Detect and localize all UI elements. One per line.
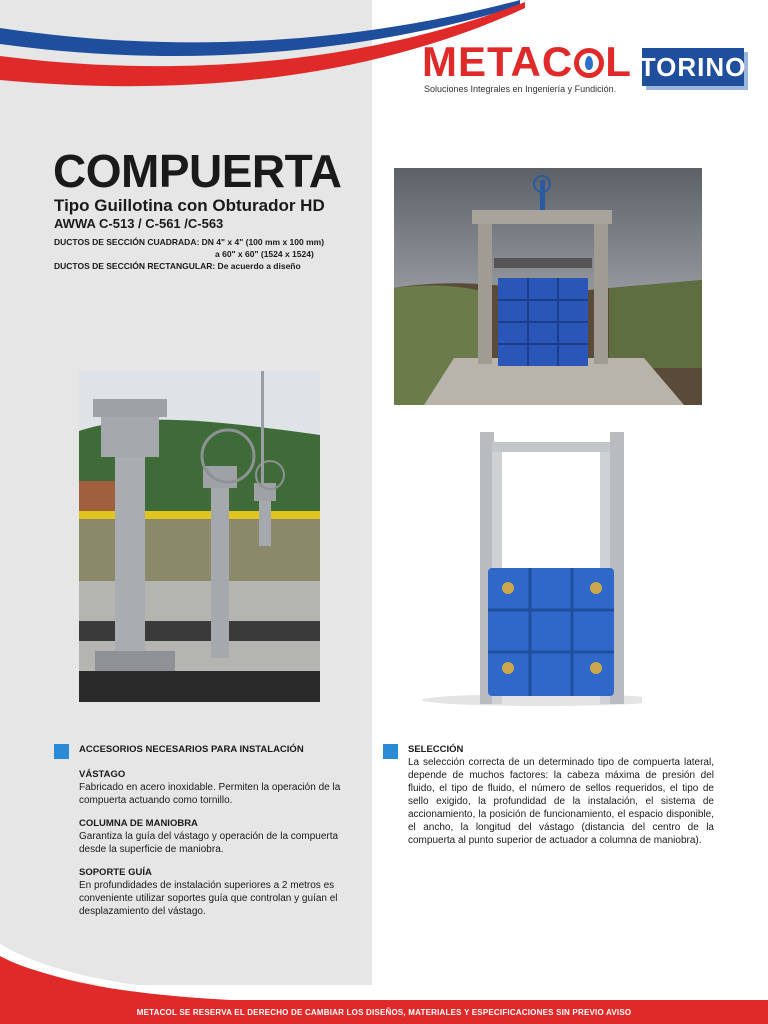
accessories-marker-icon	[54, 744, 69, 759]
vastago-text: Fabricado en acero inoxidable. Permiten la operación de la compuerta actuando como tornillo.	[79, 782, 341, 806]
footer-disclaimer: METACOL SE RESERVA EL DERECHO DE CAMBIAR LOS DISEÑOS, MATERIALES Y ESPECIFICACIONES SIN PREVIO AVISO	[136, 1007, 632, 1017]
drop-o-icon	[574, 48, 604, 78]
soporte-text: En profundidades de instalación superiores a 2 metros es conveniente utilizar soportes guía que controlan y guían el desplazamiento del vástago.	[79, 880, 338, 917]
ducts-square-range: a 60" x 60" (1524 x 1524)	[215, 249, 314, 259]
soporte-heading: SOPORTE GUÍA	[79, 867, 152, 878]
ducts-square-line: DUCTOS DE SECCIÓN CUADRADA: DN 4" x 4" (100 mm x 100 mm)	[54, 237, 325, 247]
bottom-swoosh-decoration	[0, 930, 768, 1000]
torino-logo: TORINO	[642, 48, 744, 86]
ducts-rectangular-line: DUCTOS DE SECCIÓN RECTANGULAR: De acuerdo a diseño	[54, 261, 301, 271]
columna-text: Garantiza la guía del vástago y operación de la compuerta desde la superficie de maniobra.	[79, 831, 339, 855]
selection-heading: SELECCIÓN	[408, 744, 464, 755]
page-title: COMPUERTA	[53, 145, 342, 197]
operating-columns-photo	[79, 371, 320, 702]
footer-bar	[0, 1000, 768, 1024]
columna-heading: COLUMNA DE MANIOBRA	[79, 818, 198, 829]
selection-text: La selección correcta de un determinado tipo de compuerta lateral, depende de muchos factores: la cabeza máxima de presión del fluido, el tipo de fluido, el número de sellos requeridos, el tipo de sello exigido, la profundidad de la instalación, el sistema de accionamiento, la posición de funcionamiento, el espacio disponible, el ancho, la longitud del vástago (distancia del centro de la compuerta al punto superior de actuador a columna de maniobra).	[408, 757, 714, 846]
metacol-logo: METAC L	[422, 38, 632, 85]
selection-marker-icon	[383, 744, 398, 759]
gate-product-photo	[392, 428, 642, 710]
accessories-section	[79, 743, 347, 918]
installed-gate-photo	[394, 168, 702, 405]
standards-line: AWWA C-513 / C-561 /C-563	[54, 216, 224, 231]
accessories-heading: ACCESORIOS NECESARIOS PARA INSTALACIÓN	[79, 744, 304, 755]
page-subtitle: Tipo Guillotina con Obturador HD	[54, 196, 325, 215]
ducts-spec	[54, 236, 324, 272]
selection-section	[408, 743, 714, 847]
logo-tagline: Soluciones Integrales en Ingeniería y Fundición.	[424, 84, 617, 94]
vastago-heading: VÁSTAGO	[79, 769, 126, 780]
